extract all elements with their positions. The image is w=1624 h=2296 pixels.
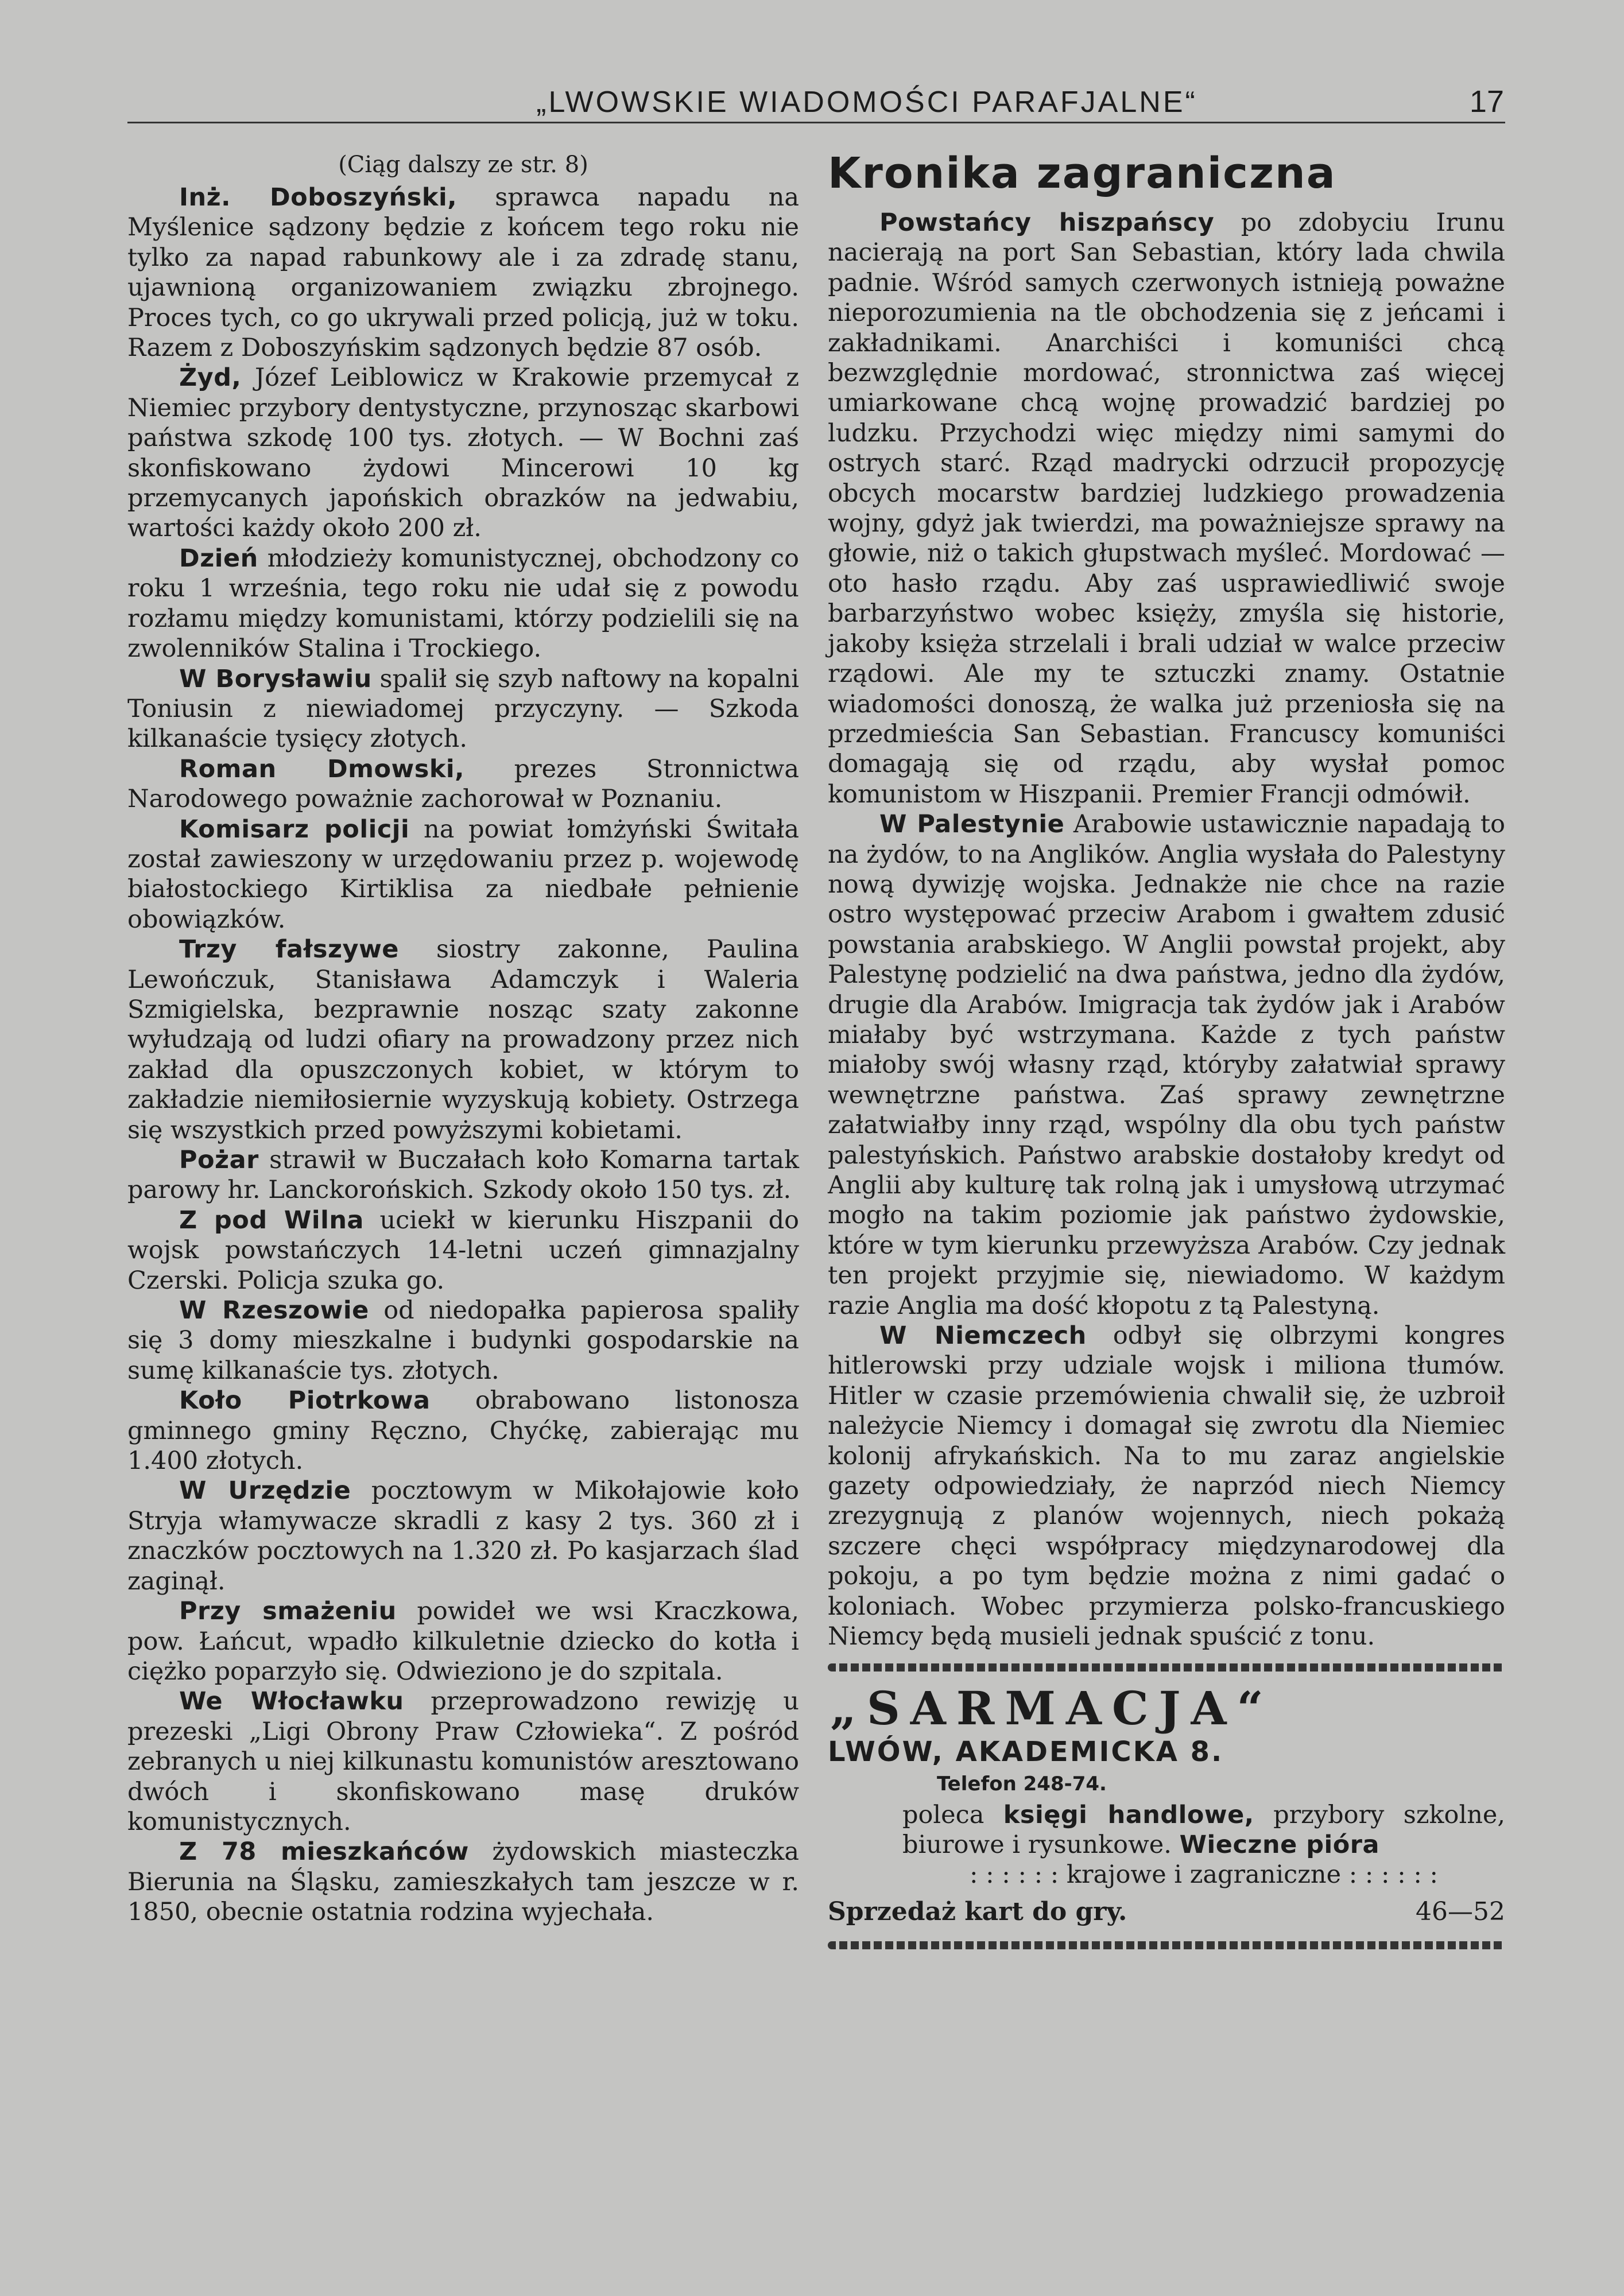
news-item-paragraph — [127, 1386, 799, 1476]
news-item-lead: Pożar — [179, 1146, 259, 1174]
ad-offer-post: przybory szkolne, biurowe i rysunkowe. — [902, 1800, 1506, 1859]
news-item-paragraph — [127, 815, 799, 935]
news-item-lead: Przy smażeniu — [179, 1597, 397, 1626]
news-item-text: strawił w Buczałach koło Komarna tartak parowy hr. Lanckorońskich. Szkody około 150 tys. zł. — [127, 1146, 799, 1205]
news-item-lead: Roman Dmowski, — [179, 754, 464, 784]
news-item-paragraph — [127, 183, 799, 363]
ad-footer-text: Sprzedaż kart do gry. — [828, 1896, 1127, 1926]
ad-footer — [828, 1894, 1505, 1930]
news-item-lead: Komisarz policji — [179, 815, 410, 844]
news-item-text: Józef Leiblowicz w Krakowie przemycał z Niemiec przybory dentystyczne, przynosząc skarbowi państwa szkodę 100 tys. złotych. — W Bochni zaś skonfiskowano żydowi Mincerowi 10 kg przemycanych japońskich obrazków na jedwabiu, wartości każdy około 200 zł. — [127, 363, 799, 543]
news-item-text: pocztowym w Mikołajowie koło Stryja włamywacze skradli z kasy 2 tys. 360 zł i znaczków pocztowych na 1.320 zł. Po kasjarzach ślad zaginął. — [127, 1476, 799, 1596]
foreign-news-item-lead: W Niemczech — [879, 1321, 1087, 1351]
news-item-text: żydowskich miasteczka Bierunia na Śląsku, zamieszkałych tam jeszcze w r. 1850, obecnie ostatnia rodzina wyjechała. — [127, 1837, 799, 1927]
news-item-lead: Żyd, — [179, 363, 242, 393]
foreign-news-list — [828, 208, 1505, 1652]
news-item-lead: Z 78 mieszkańców — [179, 1837, 469, 1867]
news-item-lead: Trzy fałszywe — [179, 935, 399, 964]
news-item-text: obrabowano listonosza gminnego gminy Ręczno, Chyćkę, zabierając mu 1.400 złotych. — [127, 1386, 800, 1476]
ornament-divider-bottom — [828, 1941, 1505, 1949]
foreign-news-item-lead: W Palestynie — [879, 810, 1065, 839]
page-number: 17 — [1469, 84, 1504, 119]
ad-offer-bold: księgi handlowe, — [1003, 1800, 1254, 1829]
news-item-paragraph — [127, 664, 799, 754]
running-header-title: „LWOWSKIE WIADOMOŚCI PARAFJALNE“ — [536, 86, 1197, 119]
foreign-news-item-text: po zdobyciu Irunu nacierają na port San Sebastian, który lada chwila padnie. Wśród samych czerwonych istnieją poważne nieporozumienia na tle obchodzenia się z jeńcami i zakładnikami. Anarchiści i komuniści chcą bezwzględnie mordować, stronnictwa zaś więcej umiarkowane chcą wojnę prowadzić bardziej po ludzku. Przychodzi więc między nimi samymi do ostrych starć. Rząd madrycki odrzucił propozycję obcych mocarstw bardziej ludzkiego prowadzenia wojny, gdyż jak twierdzi, ma poważniejsze sprawy na głowie, niż o takich głupstwach myśleć. Mordować — oto hasło rządu. Aby zaś usprawiedliwić swoje barbarzyństwo wobec księży, zmyśla się historie, jakoby księża strzelali i brali udział w walce przeciw rządowi. Ale my te sztuczki znamy. Ostatnie wiadomości donoszą, że walka już przeniosła się na przedmieścia San Sebastian. Francuscy komuniści domagają się od rządu, aby wysłał pomoc komunistom w Hiszpanii. Premier Francji odmówił. — [828, 208, 1505, 809]
foreign-news-item-paragraph — [828, 1321, 1505, 1651]
news-item-paragraph — [127, 1205, 799, 1296]
news-item-paragraph — [127, 1596, 799, 1686]
right-column — [828, 150, 1505, 1958]
news-item-text: przeprowadzono rewizję u prezeski „Ligi Obrony Praw Człowieka“. Z pośród zebranych u niej kilkunastu komunistów aresztowano dwóch i skonfiskowano masę druków komunistycznych. — [127, 1687, 799, 1836]
advertisement — [828, 1681, 1505, 1930]
news-item-text: uciekł w kierunku Hiszpanii do wojsk powstańczych 14-letni uczeń gimnazjalny Czerski. Policja szuka go. — [127, 1205, 799, 1295]
news-item-paragraph — [127, 544, 799, 664]
news-item-text: na powiat łomżyński Świtała został zawieszony w urzędowaniu przez p. wojewodę białostockiego Kirtiklisa za niedbałe pełnienie obowiązków. — [127, 815, 799, 934]
news-item-lead: We Włocławku — [179, 1687, 404, 1716]
news-item-paragraph — [127, 1686, 799, 1837]
news-item-paragraph — [127, 1476, 799, 1596]
foreign-news-item-text: Arabowie ustawicznie napadają to na żydów, to na Anglików. Anglia wysłała do Palestyny nową dywizję wojska. Jednakże nie chce na razie ostro występować przeciw Arabom i gwałtem zdusić powstania arabskiego. W Anglii powstał projekt, aby Palestynę podzielić na dwa państwa, jedno dla żydów, drugie dla Arabów. Imigracja tak żydów jak i Arabów miałaby być wstrzymana. Każde z tych państw miałoby swój własny rząd, któryby załatwiał sprawy wewnętrzne państwa. Zaś sprawy zewnętrzne załatwiałby inny rząd, wspólny dla obu tych państw palestyńskich. Państwo arabskie dostałoby kredyt od Anglii aby kulturę tak rolną jak i umysłową utrzymać mogło na takim poziomie jak państwo żydowskie, które w tym kierunku przewyższa Arabów. Czy jednak ten projekt przyjmie się, niewiadomo. W każdym razie Anglia ma dość kłopotu z tą Palestyną. — [828, 810, 1506, 1320]
news-item-lead: Koło Piotrkowa — [179, 1386, 431, 1415]
ad-offer-bold-2: Wieczne pióra — [1179, 1830, 1379, 1859]
news-item-text: od niedopałka papierosa spaliły się 3 domy mieszkalne i budynki gospodarskie na sumę kilkanaście tys. złotych. — [127, 1296, 799, 1385]
news-item-text: powideł we wsi Kraczkowa, pow. Łańcut, wpadło kilkuletnie dziecko do kotła i ciężko poparzyło się. Odwieziono je do szpitala. — [127, 1597, 799, 1686]
news-item-paragraph — [127, 1837, 799, 1927]
foreign-news-item-paragraph — [828, 208, 1505, 809]
news-item-lead: W Borysławiu — [179, 664, 372, 693]
news-item-paragraph — [127, 363, 799, 543]
left-column — [127, 150, 799, 1927]
news-item-text: młodzieży komunistycznej, obchodzony co roku 1 września, tego roku nie udał się z powodu rozłamu między komunistami, którzy podzielili się na zwolenników Stalina i Trockiego. — [127, 544, 799, 664]
news-item-lead: Dzień — [179, 544, 258, 573]
ad-phone: Telefon 248-74. — [937, 1772, 1107, 1795]
header-rule — [127, 122, 1505, 123]
ad-offer-text — [902, 1800, 1505, 1860]
news-item-paragraph — [127, 754, 799, 815]
foreign-news-item-paragraph — [828, 809, 1505, 1321]
news-item-lead: Z pod Wilna — [179, 1205, 364, 1235]
ad-company-name: „SARMACJA“ — [830, 1681, 1274, 1735]
news-item-paragraph — [127, 934, 799, 1145]
news-item-lead: W Urzędzie — [179, 1476, 351, 1506]
news-item-paragraph — [127, 1296, 799, 1386]
foreign-news-item-lead: Powstańcy hiszpańscy — [879, 208, 1215, 237]
foreign-news-item-text: odbył się olbrzymi kongres hitlerowski przy udziale wojsk i miliona tłumów. Hitler w czasie przemówienia chwalił się, że uzbroił należycie Niemcy i domagał się zwrotu dla Niemiec kolonij afrykańskich. Na to mu zaraz angielskie gazety odpowiedziały, że naprzód niech Niemcy zrezygnują z planów wojennych, niech pokażą szczere chęci współpracy międzynarodowej dla pokoju, a po tym będzie można z nimi gadać o koloniach. Wobec przymierza polsko-francuskiego Niemcy będą musieli jednak spuścić z tonu. — [828, 1321, 1505, 1651]
news-item-text: prezes Stronnictwa Narodowego poważnie zachorował w Poznaniu. — [127, 754, 799, 814]
ad-address: LWÓW, AKADEMICKA 8. — [828, 1735, 1224, 1768]
ornament-divider — [828, 1663, 1505, 1671]
news-item-lead: Inż. Doboszyński, — [179, 183, 458, 212]
section-heading: Kronika zagraniczna — [828, 149, 1336, 198]
continued-note: (Ciąg dalszy ze str. 8) — [338, 152, 588, 178]
news-item-text: sprawca napadu na Myślenice sądzony będzie z końcem tego roku nie tylko za napad rabunkowy ale i za zdradę stanu, ujawnioną organizowaniem związku zbrojnego. Proces tych, co go ukrywali przed policją, już w toku. Razem z Doboszyńskim sądzonych będzie 87 osób. — [127, 183, 800, 363]
news-item-paragraph — [127, 1145, 799, 1205]
news-item-text: siostry zakonne, Paulina Lewończuk, Stanisława Adamczyk i Waleria Szmigielska, bezprawnie nosząc szaty zakonne wyłudzają od ludzi ofiary na prowadzony przez nich zakład dla opuszczonych kobiet, w którym to zakładzie niemiłosiernie wyzyskują kobiety. Ostrzega się wszystkich przed powyższymi kobietami. — [127, 935, 799, 1145]
ad-offer-pre: poleca — [902, 1800, 1003, 1829]
news-item-lead: W Rzeszowie — [179, 1296, 369, 1325]
ad-offer-line-2: : : : : : : krajowe i zagraniczne : : : : : : — [969, 1860, 1438, 1889]
news-item-text: spalił się szyb naftowy na kopalni Toniusin z niewiadomej przyczyny. — Szkoda kilkanaście tysięcy złotych. — [127, 664, 800, 754]
ad-footer-number: 46—52 — [1416, 1896, 1505, 1926]
